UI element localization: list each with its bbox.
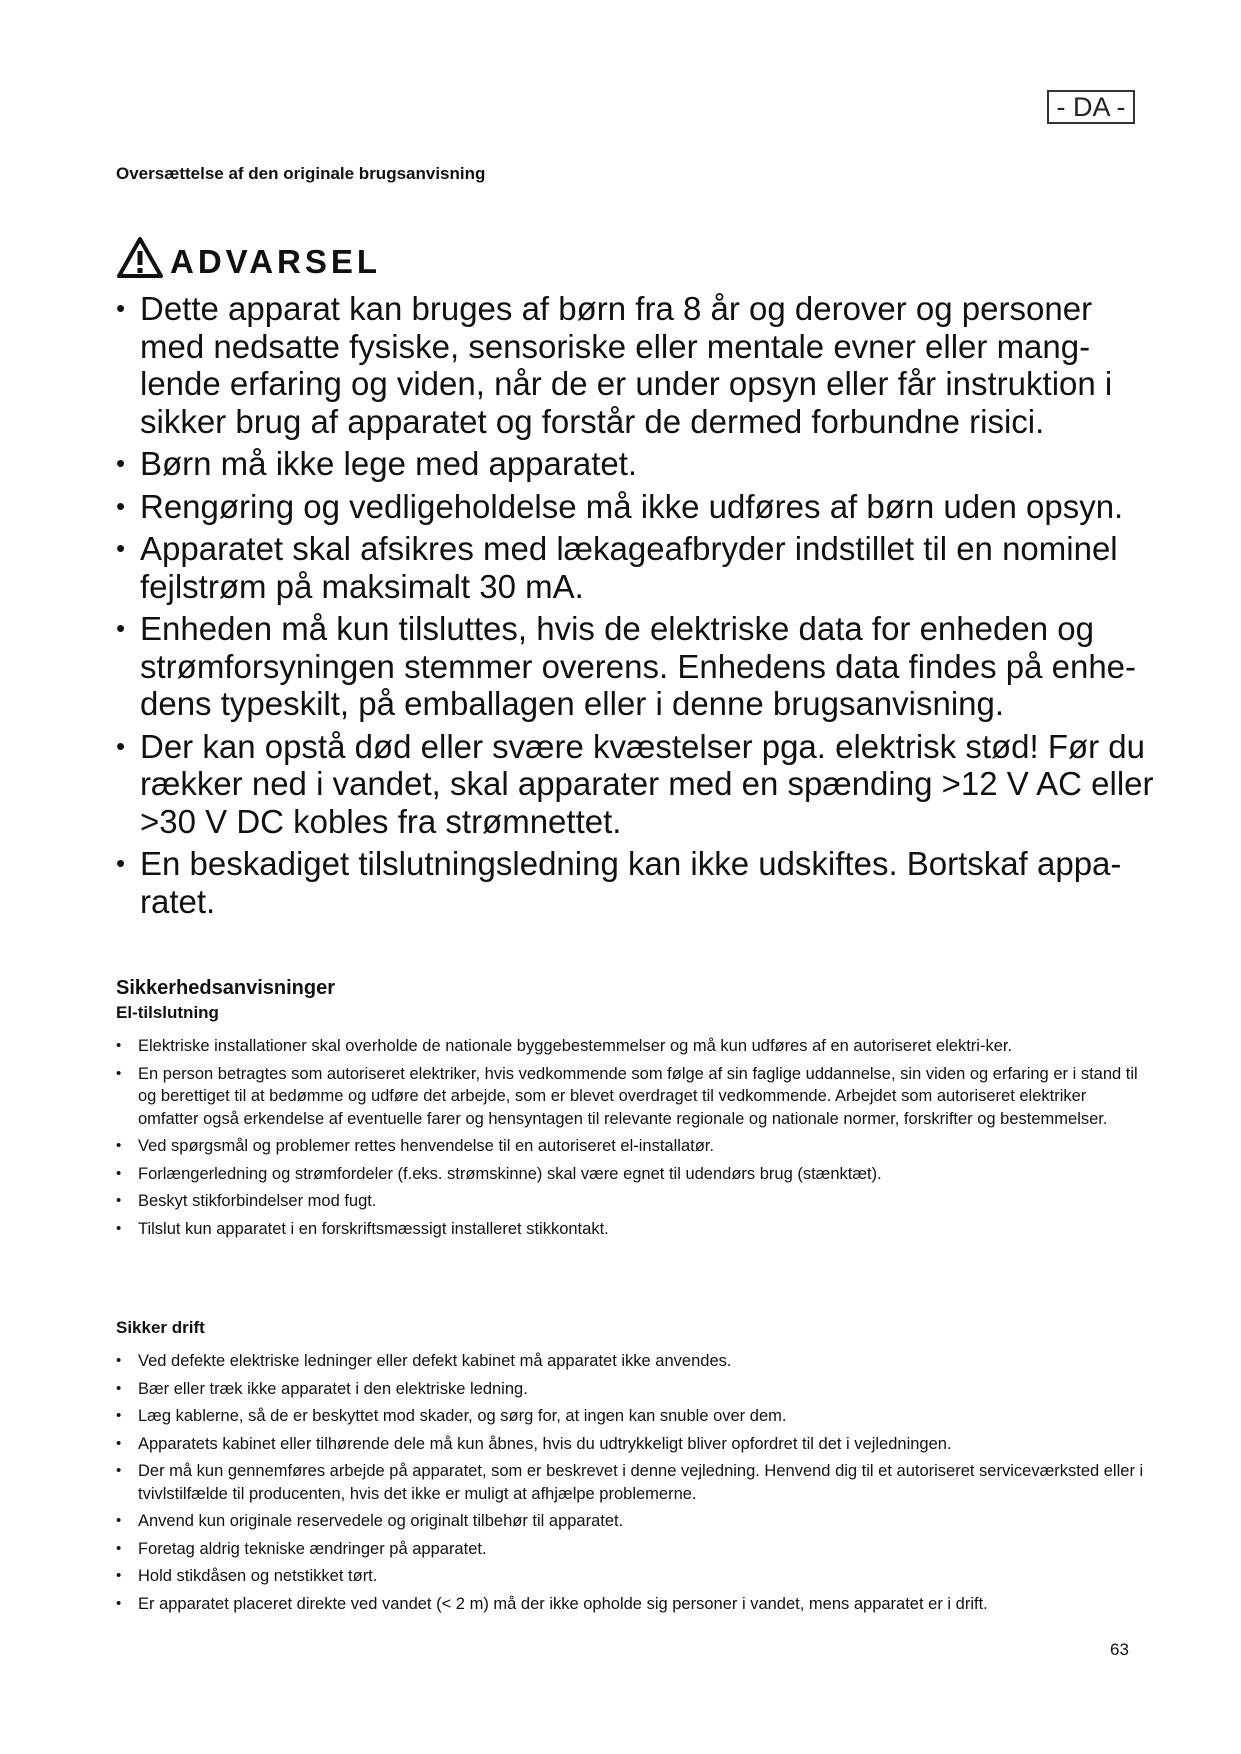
list-item: • Hold stikdåsen og netstikket tørt. — [116, 1565, 1146, 1588]
list-item: • Apparatets kabinet eller tilhørende dele må kun åbnes, hvis du udtrykkeligt bliver opfordret til det i vejledningen. — [116, 1433, 1146, 1456]
list-item: • Ved defekte elektriske ledninger eller defekt kabinet må apparatet ikke anvendes. — [116, 1350, 1146, 1373]
list-item: • Anvend kun originale reservedele og originalt tilbehør til apparatet. — [116, 1510, 1146, 1533]
electrical-title: El-tilslutning — [116, 1003, 219, 1022]
list-item: • Forlængerledning og strømfordeler (f.eks. strømskinne) skal være egnet til udendørs brug (stænktæt). — [116, 1163, 1146, 1186]
safety-title: Sikkerhedsanvisninger — [116, 977, 335, 999]
operation-section — [116, 1316, 1146, 1620]
warning-header — [116, 226, 381, 280]
page-number: 63 — [1110, 1640, 1129, 1659]
warning-item: • En beskadiget tilslutningsledning kan ikke udskiftes. Bortskaf appa-ratet. — [116, 845, 1156, 920]
warning-item: • Rengøring og vedligeholdelse må ikke udføres af børn uden opsyn. — [116, 488, 1156, 526]
warning-item: • Enheden må kun tilsluttes, hvis de elektriske data for enheden og strømforsyningen stemmer overens. Enhedens data findes på enhe-dens typeskilt, på emballagen eller i denne brugsanvisning. — [116, 610, 1156, 723]
warning-list — [116, 290, 1156, 925]
list-item: • Er apparatet placeret direkte ved vandet (< 2 m) må der ikke opholde sig personer i vandet, mens apparatet er i drift. — [116, 1593, 1146, 1616]
operation-title: Sikker drift — [116, 1318, 205, 1337]
electrical-list — [116, 1035, 1146, 1240]
warning-item: • Apparatet skal afsikres med lækageafbryder indstillet til en nominel fejlstrøm på maksimalt 30 mA. — [116, 530, 1156, 605]
language-tag: - DA - — [1047, 90, 1135, 124]
document-subtitle: Oversættelse af den originale brugsanvisning — [116, 164, 486, 183]
list-item: • En person betragtes som autoriseret elektriker, hvis vedkommende som følge af sin faglige uddannelse, sin viden og erfaring er i stand til og berettiget til at bedømme og udføre det arbejde, som er blevet overdraget til vedkommende. Arbejdet som autoriseret elektriker omfatter også erkendelse af eventuelle farer og hensyntagen til relevante regionale og nationale normer, forskrifter og bestemmelser. — [116, 1063, 1146, 1131]
warning-title: ADVARSEL — [170, 243, 382, 280]
operation-list — [116, 1350, 1146, 1615]
warning-item: • Dette apparat kan bruges af børn fra 8 år og derover og personer med nedsatte fysiske, sensoriske eller mentale evner eller mang-lende erfaring og viden, når de er under opsyn eller får instruktion i sikker brug af apparatet og forstår de dermed forbundne risici. — [116, 290, 1156, 440]
list-item: • Tilslut kun apparatet i en forskriftsmæssigt installeret stikkontakt. — [116, 1218, 1146, 1241]
warning-triangle-icon — [116, 236, 164, 280]
list-item: • Beskyt stikforbindelser mod fugt. — [116, 1190, 1146, 1213]
list-item: • Foretag aldrig tekniske ændringer på apparatet. — [116, 1538, 1146, 1561]
list-item: • Der må kun gennemføres arbejde på apparatet, som er beskrevet i denne vejledning. Henvend dig til et autoriseret serviceværksted eller i tvivlstilfælde til producenten, hvis det ikke er muligt at afhjælpe problemerne. — [116, 1460, 1146, 1505]
warning-item: • Børn må ikke lege med apparatet. — [116, 445, 1156, 483]
list-item: • Ved spørgsmål og problemer rettes henvendelse til en autoriseret el-installatør. — [116, 1135, 1146, 1158]
list-item: • Bær eller træk ikke apparatet i den elektriske ledning. — [116, 1378, 1146, 1401]
list-item: • Elektriske installationer skal overholde de nationale byggebestemmelser og må kun udføres af en autoriseret elektri-ker. — [116, 1035, 1146, 1058]
safety-section — [116, 975, 1146, 1245]
warning-item: • Der kan opstå død eller svære kvæstelser pga. elektrisk stød! Før du rækker ned i vandet, skal apparater med en spænding >12 V AC eller >30 V DC kobles fra strømnettet. — [116, 728, 1156, 841]
list-item: • Læg kablerne, så de er beskyttet mod skader, og sørg for, at ingen kan snuble over dem. — [116, 1405, 1146, 1428]
